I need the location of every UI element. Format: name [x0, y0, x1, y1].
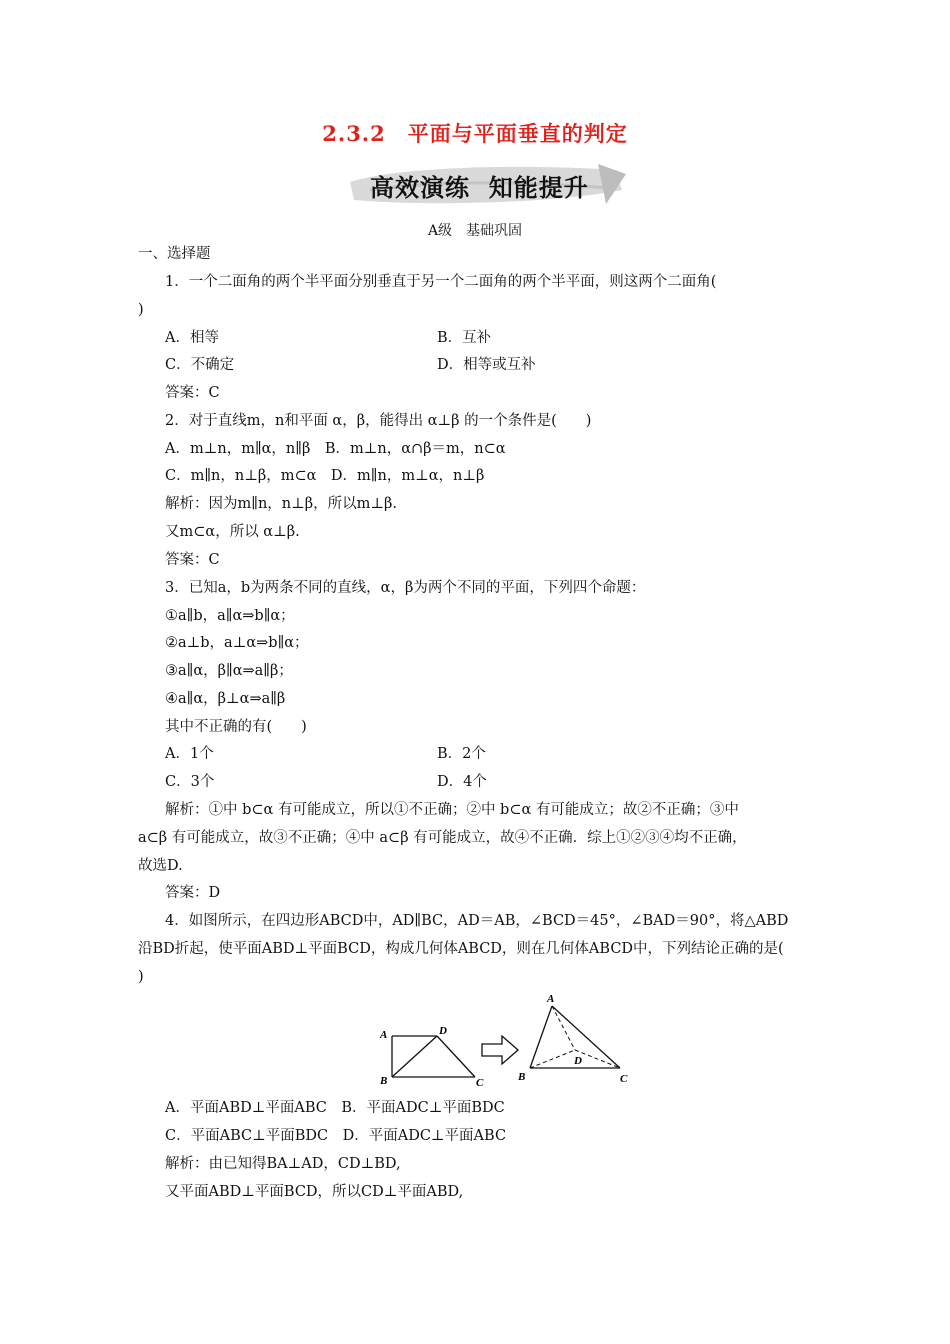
question-3-analysis-2: a⊂β 有可能成立，故③不正确；④中 a⊂β 有可能成立，故④不正确．综上①②③④均不正确，: [138, 830, 747, 846]
label-a-left: A: [380, 1029, 388, 1041]
question-1-option-d: D．相等或互补: [437, 357, 536, 373]
label-c-left: C: [476, 1077, 484, 1088]
section-heading: 一、选择题: [138, 246, 211, 262]
label-d-right: D: [574, 1055, 582, 1067]
label-b-right: B: [518, 1071, 526, 1083]
level-label: A级 基础巩固: [427, 223, 523, 239]
question-3-option-b: B．2个: [437, 746, 486, 762]
question-2-options-ab: A．m⊥n，m∥α，n∥β B．m⊥n，α∩β＝m，n⊂α: [165, 441, 506, 457]
question-3-answer: 答案：D: [165, 885, 221, 901]
question-4-options-cd: C．平面ABC⊥平面BDC D．平面ADC⊥平面ABC: [165, 1128, 507, 1144]
question-3-option-a: A．1个: [165, 746, 214, 762]
question-2-analysis-1: 解析：因为m∥n，n⊥β，所以m⊥β.: [165, 496, 398, 512]
quadrilateral-abcd: [392, 1036, 475, 1077]
question-3-option-c: C．3个: [165, 774, 215, 790]
question-3-analysis-1: 解析：①中 b⊂α 有可能成立，所以①不正确；②中 b⊂α 有可能成立；故②不正确；③中: [165, 802, 739, 818]
question-4-analysis-1: 解析：由已知得BA⊥AD，CD⊥BD,: [165, 1156, 401, 1172]
question-4-stem-2: 沿BD折起，使平面ABD⊥平面BCD，构成几何体ABCD，则在几何体ABCD中，下列结论正确的是(: [138, 941, 784, 957]
question-2-answer: 答案：C: [165, 552, 220, 568]
question-4-stem-end: ): [138, 969, 144, 985]
label-a-right: A: [547, 993, 555, 1005]
question-1-option-a: A．相等: [165, 330, 219, 346]
question-3-option-d: D．4个: [437, 774, 487, 790]
question-3-proposition-2: ②a⊥b，a⊥α⇒b∥α；: [165, 635, 309, 651]
question-2-stem: 2．对于直线m，n和平面 α，β，能得出 α⊥β 的一个条件是( ): [165, 413, 592, 429]
question-3-analysis-3: 故选D.: [138, 858, 183, 874]
question-2-analysis-2: 又m⊂α，所以 α⊥β.: [165, 524, 300, 540]
banner-title: 高效演练 知能提升: [370, 174, 589, 202]
label-b-left: B: [380, 1075, 388, 1087]
question-3-proposition-1: ①a∥b，a∥α⇒b∥α；: [165, 608, 295, 624]
question-4-stem-1: 4．如图所示，在四边形ABCD中，AD∥BC，AD＝AB，∠BCD＝45°，∠BAD＝90°，将△ABD: [165, 913, 789, 929]
folding-figure: [372, 992, 642, 1088]
question-1-answer: 答案：C: [165, 385, 220, 401]
question-3-ask: 其中不正确的有( ): [165, 719, 307, 735]
fold-arrow: [482, 1036, 518, 1064]
question-1-option-b: B．互补: [437, 330, 492, 346]
question-4-analysis-2: 又平面ABD⊥平面BCD，所以CD⊥平面ABD,: [165, 1184, 464, 1200]
label-d-left: D: [439, 1025, 447, 1037]
section-title: 2.3.2 平面与平面垂直的判定: [322, 121, 628, 146]
question-4-options-ab: A．平面ABD⊥平面ABC B．平面ADC⊥平面BDC: [165, 1100, 505, 1116]
question-1-stem-end: ): [138, 302, 144, 318]
question-1-stem: 1．一个二面角的两个半平面分别垂直于另一个二面角的两个半平面，则这两个二面角(: [165, 274, 717, 290]
question-1-option-c: C．不确定: [165, 357, 235, 373]
label-c-right: C: [620, 1073, 628, 1085]
question-3-stem: 3．已知a，b为两条不同的直线，α，β为两个不同的平面，下列四个命题：: [165, 580, 646, 596]
question-3-proposition-3: ③a∥α，β∥α⇒a∥β；: [165, 663, 293, 679]
question-2-options-cd: C．m∥n，n⊥β，m⊂α D．m∥n，m⊥α，n⊥β: [165, 468, 485, 484]
question-3-proposition-4: ④a∥α，β⊥α⇒a∥β: [165, 691, 286, 707]
